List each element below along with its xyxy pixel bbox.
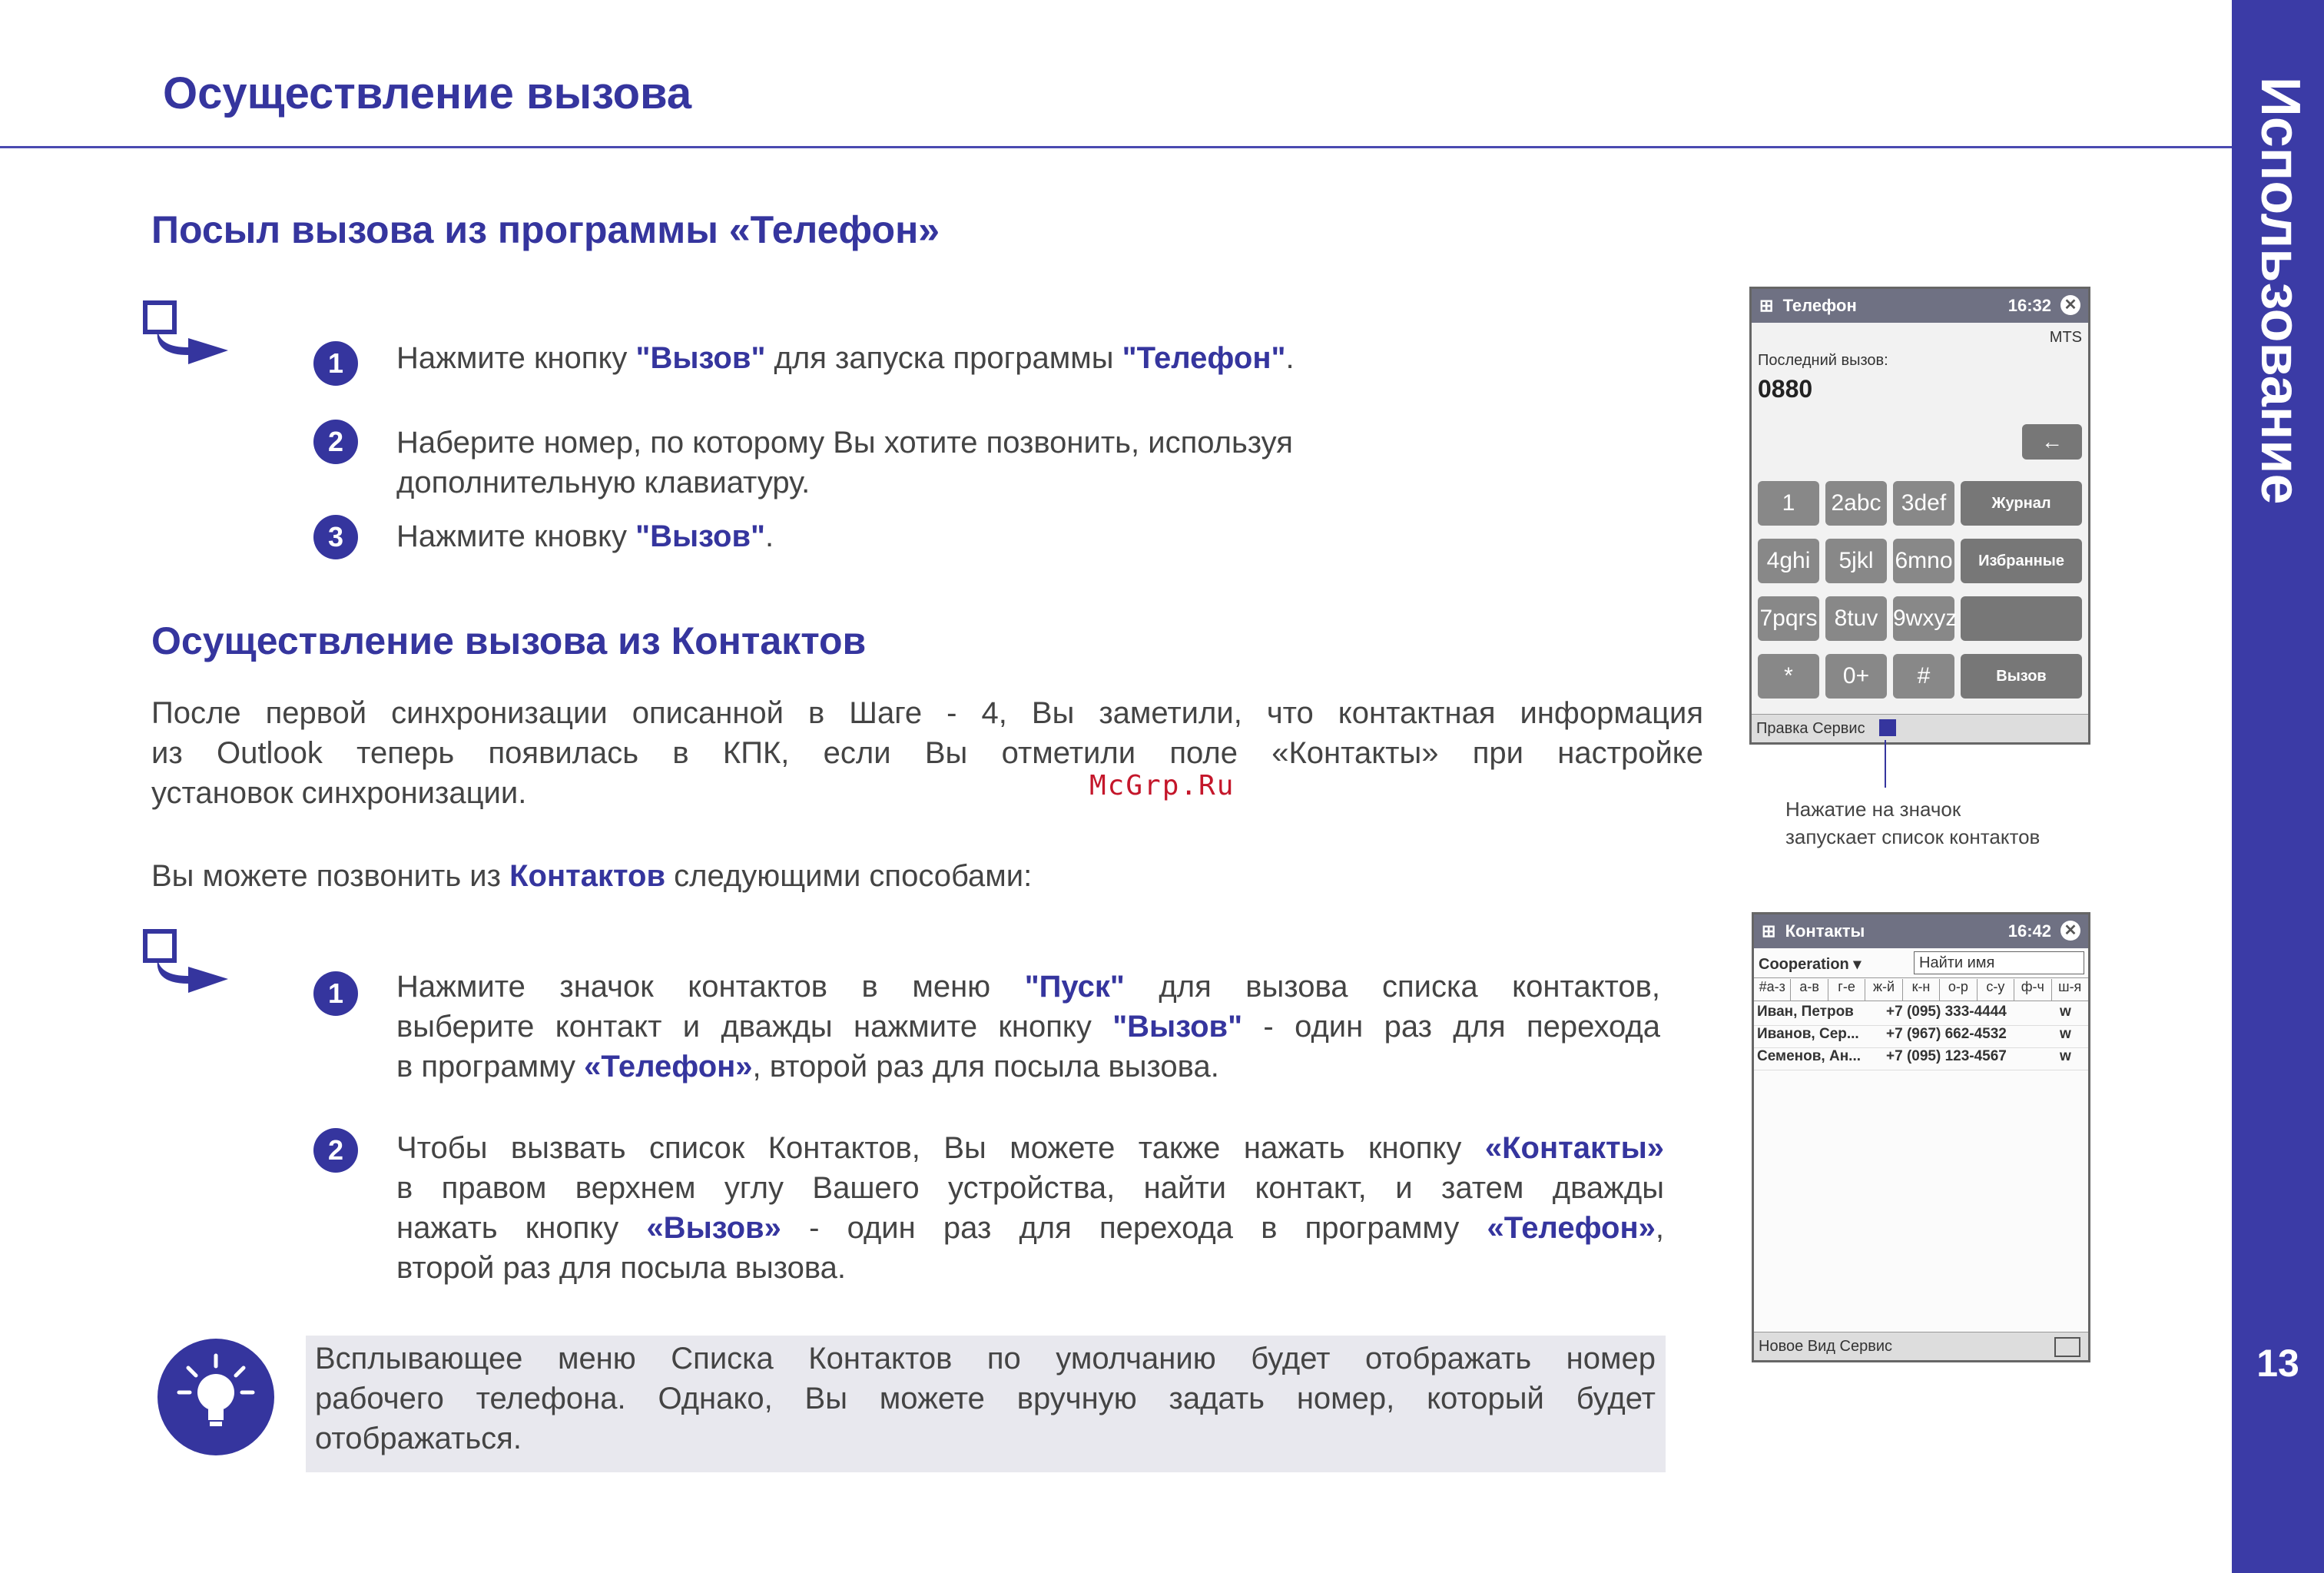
list-item[interactable]: [1754, 1026, 2088, 1048]
contacts-list: [1754, 1004, 2088, 1070]
side-tab: Использование: [2232, 0, 2324, 1573]
journal-button[interactable]: Журнал: [1961, 481, 2082, 526]
list-item[interactable]: [1754, 1004, 2088, 1026]
alpha-tab[interactable]: г-е: [1828, 979, 1865, 1001]
keyboard-icon[interactable]: [2054, 1337, 2080, 1357]
close-icon[interactable]: ✕: [2060, 295, 2080, 315]
page-title: Осуществление вызова: [163, 68, 692, 118]
step-number: 1: [313, 971, 358, 1016]
contact-name: Иван, Петров: [1757, 1004, 1854, 1020]
call-button[interactable]: Вызов: [1961, 654, 2082, 699]
contact-name: Семенов, Ан...: [1757, 1048, 1862, 1064]
step-number: 1: [313, 341, 358, 386]
key-2[interactable]: 2abc: [1825, 481, 1887, 526]
contact-phone-type: w: [2060, 1026, 2071, 1042]
favorites-button[interactable]: Избранные: [1961, 539, 2082, 583]
section2-intro: Вы можете позвонить из Контактов следующими способами:: [151, 859, 1033, 893]
alpha-tab[interactable]: о-р: [1940, 979, 1977, 1001]
key-star[interactable]: *: [1758, 654, 1819, 699]
key-7[interactable]: 7pqrs: [1758, 596, 1819, 641]
contacts-icon[interactable]: [1879, 719, 1896, 736]
blank-key: [1961, 596, 2082, 641]
contact-name: Иванов, Сер...: [1757, 1026, 1859, 1042]
key-hash[interactable]: #: [1893, 654, 1954, 699]
key-1[interactable]: 1: [1758, 481, 1819, 526]
contacts-menu[interactable]: Новое Вид Сервис: [1759, 1338, 1892, 1355]
contacts-toolbar: [1754, 950, 2088, 978]
contact-phone: +7 (095) 333-4444: [1886, 1004, 2007, 1020]
section2-paragraph: После первой синхронизации описанной в Шаге - 4, Вы заметили, что контактная информация из Outlook теперь появилась в КПК, если Вы отметили поле «Контакты» при настройке установок синхронизации.: [151, 696, 1703, 810]
page-number: 13: [2256, 1342, 2299, 1385]
key-3[interactable]: 3def: [1893, 481, 1954, 526]
watermark: McGrp.Ru: [1089, 770, 1235, 801]
section1-step3-text: Нажмите кновку "Вызов".: [396, 519, 774, 553]
key-4[interactable]: 4ghi: [1758, 539, 1819, 583]
contact-phone-type: w: [2060, 1004, 2071, 1020]
key-5[interactable]: 5jkl: [1825, 539, 1887, 583]
phone-caption: Нажатие на значок запускает список контактов: [1785, 798, 2041, 848]
section2-step1-text: Нажмите значок контактов в меню "Пуск" для вызова списка контактов, выберите контакт и дважды нажмите кнопку "Вызов" - один раз для перехода в программу «Телефон», второй раз для посыла вызова.: [396, 970, 1661, 1084]
contacts-clock: 16:42: [2007, 921, 2051, 941]
contact-phone-type: w: [2060, 1048, 2071, 1064]
section1-heading: Посыл вызова из программы «Телефон»: [151, 208, 940, 251]
phone-menu-bar: [1752, 714, 2088, 742]
contacts-title-bar: [1754, 914, 2088, 948]
last-call-number: 0880: [1758, 375, 1813, 403]
lightbulb-icon: [157, 1339, 274, 1455]
header-rule: [0, 146, 2232, 148]
phone-menu[interactable]: Правка Сервис: [1756, 720, 1865, 737]
note-text: Всплывающее меню Списка Контактов по умолчанию будет отображать номер рабочего телефона. Однако, Вы можете вручную задать номер, который будет отображаться.: [315, 1342, 1656, 1455]
alpha-tab[interactable]: а-в: [1791, 979, 1828, 1001]
step-number: 3: [313, 515, 358, 559]
phone-app-title: Телефон: [1782, 296, 1857, 315]
alpha-tab[interactable]: ф-ч: [2014, 979, 2051, 1001]
section1-step1-text: Нажмите кнопку "Вызов" для запуска программы "Телефон".: [396, 341, 1295, 375]
phone-title-bar: [1752, 289, 2088, 323]
alpha-tab[interactable]: #а-з: [1754, 979, 1791, 1001]
phone-screenshot: [1749, 287, 2090, 745]
step-number: 2: [313, 1128, 358, 1173]
key-6[interactable]: 6mno: [1893, 539, 1954, 583]
close-icon[interactable]: ✕: [2060, 921, 2080, 941]
windows-flag-icon: ⊞: [1762, 921, 1776, 941]
contact-phone: +7 (967) 662-4532: [1886, 1026, 2007, 1042]
instruction-arrow-icon: [142, 300, 234, 369]
key-8[interactable]: 8tuv: [1825, 596, 1887, 641]
section2-step2-text: Чтобы вызвать список Контактов, Вы можете также нажать кнопку «Контакты» в правом верхнем углу Вашего устройства, найти контакт, и затем дважды нажать кнопку «Вызов» - один раз для перехода в программу «Телефон», второй раз для посыла вызова.: [396, 1131, 1664, 1285]
alpha-index: [1754, 979, 2088, 1001]
callout-line: [1885, 740, 1886, 788]
contacts-menu-bar: [1754, 1332, 2088, 1360]
phone-clock: 16:32: [2007, 296, 2051, 315]
alpha-tab[interactable]: ж-й: [1865, 979, 1902, 1001]
section2-heading: Осуществление вызова из Контактов: [151, 619, 867, 662]
operator-label: MTS: [2049, 329, 2082, 346]
alpha-tab[interactable]: ш-я: [2058, 979, 2082, 994]
category-dropdown[interactable]: Cooperation ▾: [1759, 956, 1862, 973]
backspace-button[interactable]: ←: [2022, 424, 2082, 460]
alpha-tab[interactable]: с-у: [1978, 979, 2014, 1001]
search-input[interactable]: Найти имя: [1914, 951, 2084, 974]
last-call-label: Последний вызов:: [1758, 352, 1888, 369]
list-item[interactable]: [1754, 1048, 2088, 1070]
windows-flag-icon: ⊞: [1759, 296, 1774, 315]
alpha-tab[interactable]: к-н: [1903, 979, 1940, 1001]
contacts-app-title: Контакты: [1785, 921, 1865, 941]
contacts-screenshot: [1752, 912, 2090, 1362]
step-number: 2: [313, 420, 358, 464]
contact-phone: +7 (095) 123-4567: [1886, 1048, 2007, 1064]
section1-step2-text: Наберите номер, по которому Вы хотите позвонить, используя дополнительную клавиатуру.: [396, 426, 1293, 499]
key-0[interactable]: 0+: [1825, 654, 1887, 699]
instruction-arrow-icon: [142, 928, 234, 997]
key-9[interactable]: 9wxyz: [1893, 596, 1954, 641]
